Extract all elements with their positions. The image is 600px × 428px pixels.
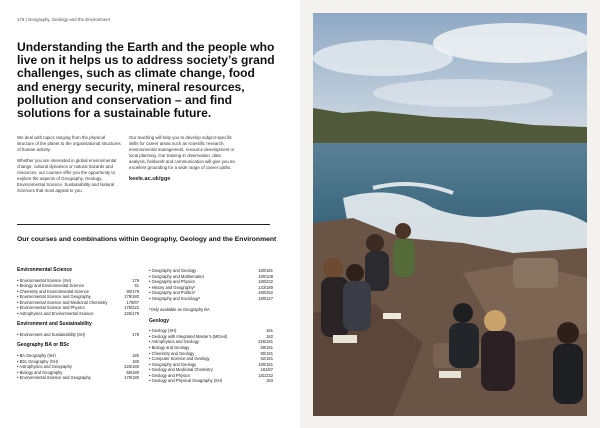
course-group-heading: Environmental Science [17,267,73,273]
course-page-ref: 61 [134,283,139,289]
intro-paragraph: We deal with topics ranging from the physical structure of the planet to the organisational structures of human activity. [17,135,121,152]
course-page-ref: 59/181 [260,345,273,351]
course-page-ref: 182 [266,333,273,339]
course-name: • Chemistry and Environmental Science [17,288,89,294]
course-name: • Geography and Mathematics [149,273,205,279]
courses-column-a [17,268,139,387]
course-row [149,296,273,302]
course-name: • Environment and Sustainability (SH) [17,331,86,337]
course-name: • Chemistry and Geology [149,350,195,356]
course-page-ref: 226/181 [258,339,273,345]
course-name: • Biology and Geology [149,345,190,351]
course-group-heading: Environment and Sustainability [17,321,92,328]
course-group [17,322,139,337]
course-page-ref: 180/181 [258,268,273,273]
courses-section-title: Our courses and combinations within Geography, Geology and the Environment [17,236,277,243]
intro-column-2 [129,135,235,182]
course-page-ref: 92/181 [260,356,273,362]
course-name: • BA Geography (SH) [17,353,56,359]
course-page-ref: 59/180 [126,369,139,375]
course-page-ref: 90/181 [260,350,273,356]
course-name: • Environmental Science and Geography [17,294,91,300]
course-name: • Astrophysics and Geography [17,364,72,370]
course-name: • Environmental Science and Geography [17,375,91,381]
course-group-heading: Geography BA or BSc [17,342,70,349]
course-name: • Astrophysics and Geology [149,339,199,345]
course-name: • BSc Geography (SH) [17,358,59,364]
coastal-fieldwork-image [313,13,587,416]
course-name: • Geography and Geology [149,268,197,273]
course-name: • Geography and Geology [149,361,197,367]
course-name: • Astrophysics and Environmental Science [17,310,94,316]
course-name: • Biology and Geography [17,369,63,375]
course-page-ref: 178 [132,331,139,337]
course-group-heading: Geology [149,317,170,324]
course-page-ref: 226/180 [124,364,139,370]
course-page-ref: 180/252 [258,290,273,296]
course-page-ref: 179/180 [124,375,139,381]
course-page-ref: 180/108 [258,273,273,279]
course-name: • History and Geography* [149,284,196,290]
course-page-ref: 180/181 [258,361,273,367]
course-page-ref: 179 [132,277,139,283]
course-name: • Geology and Physics [149,372,191,378]
course-row [17,311,139,317]
course-page-ref: 181 [266,328,273,334]
course-name: • Geography and Physics [149,279,196,285]
course-url-link[interactable]: keele.ac.uk/gge [129,176,171,182]
course-name: • Biology and Environmental Science [17,283,84,289]
course-group [149,307,273,313]
course-name: • Environmental Science and Physics [17,305,85,311]
course-row [17,375,139,381]
course-page-ref: 180 [132,358,139,364]
courses-column-b [149,268,273,390]
course-page-ref: 180 [132,353,139,359]
course-page-ref: 180/127 [258,295,273,301]
intro-column-1 [17,135,121,199]
course-name: • Geology and Medicinal Chemistry [149,367,213,373]
page-headline: Understanding the Earth and the people who live on it helps us to address society’s grand challenges, such as climate change, food and energy security, mineral resources, pollution and conservation – and find solutions for a sustainable future. [17,40,275,121]
course-row [149,378,273,384]
course-page-ref: 181/87 [260,367,273,373]
course-name: • Environmental Science and Medicinal Chemistry [17,299,108,305]
course-name: • Geography and Politics* [149,290,196,296]
section-divider [17,224,270,225]
course-group [149,319,273,384]
course-name: • Geology with Integrated Master’s (MGeol) [149,333,228,339]
course-page-ref: 179/222 [124,305,139,311]
course-name: • Geography and Sociology* [149,295,201,301]
course-page-ref: 90/179 [126,288,139,294]
intro-paragraph: Whether you are interested in global environmental change, cultural dynamics or natural hazards and resources, our courses offer you the opportunity to explore the aspects of Geography, Geology, Environmental Science, Sustainability and Natural Sciences that most appeal to you. [17,158,117,193]
course-page-ref: 226/179 [124,310,139,316]
course-name: • Environmental Science (SH) [17,277,71,283]
course-group [17,343,139,380]
running-header-left: 176 | Geography, Geology and the Environment [17,17,110,22]
students-on-rocky-shore-photo [313,13,587,416]
course-group [17,268,139,316]
course-name: • Geology (SH) [149,328,177,334]
intro-paragraph: Our teaching will help you to develop subject-specific skills for career areas such as scientific research, environmental management, resource development or local planning. Our training in observation, data analysis, fieldwork and communication will give you an excellent grounding for a wide range of career paths. [129,135,235,170]
course-group [149,268,273,301]
course-page-ref: 181/232 [258,372,273,378]
course-note: *Only available as Geography BA [149,307,210,313]
course-name: • Computer Science and Geology [149,356,210,362]
course-row [17,332,139,338]
course-page-ref: 180/232 [258,279,273,285]
course-name: • Geology and Physical Geography (SH) [149,378,223,384]
course-page-ref: 183 [266,378,273,384]
course-page-ref: 143/180 [258,284,273,290]
course-page-ref: 179/87 [126,299,139,305]
course-page-ref: 179/180 [124,294,139,300]
